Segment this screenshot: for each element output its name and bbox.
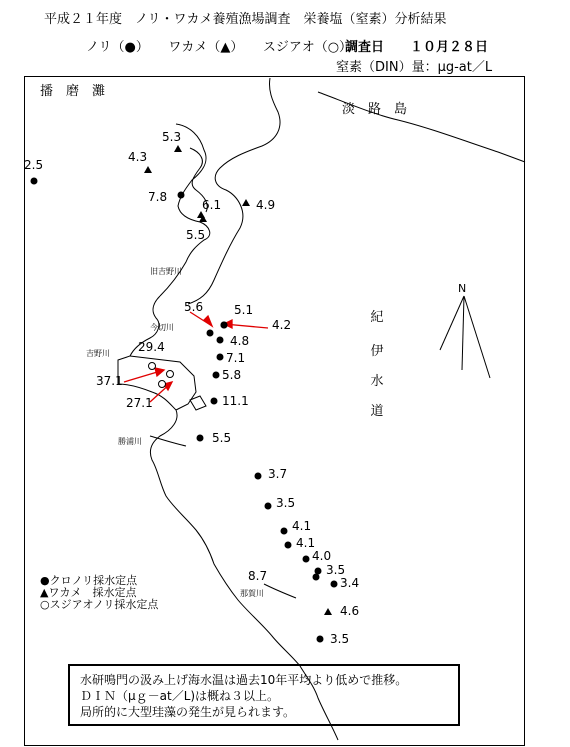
station-marker-nori (303, 556, 310, 563)
survey-date: 調査日 １０月２８日 (345, 40, 489, 55)
kii-label-1: 紀 (370, 310, 384, 325)
map-legend (40, 575, 158, 611)
yoshino-label: 吉野川 (86, 349, 110, 358)
unit-label: 窒素（DIN）量：μg-at／L (336, 60, 493, 75)
north-label: N (458, 282, 467, 295)
station-marker-nori (221, 322, 228, 329)
station-value-label: 3.5 (330, 632, 350, 646)
station-marker-wakame (324, 608, 332, 615)
station-marker-nori (331, 581, 338, 588)
station-value-label: 5.5 (212, 431, 232, 445)
symbol-key-line: ノリ（●） ワカメ（▲） スジアオ（○）： (86, 40, 359, 55)
awaji-label: 淡 路 島 (342, 102, 408, 117)
legend-suji: ○スジアオノリ採水定点 (40, 598, 159, 611)
station-value-label: 2.5 (24, 158, 44, 172)
station-marker-wakame (144, 166, 152, 173)
station-value-label: 29.4 (138, 340, 165, 354)
station-marker-suji (167, 371, 174, 378)
station-value-label: 3.5 (326, 563, 346, 577)
station-value-label: 7.1 (226, 351, 246, 365)
legend-nori: ●クロノリ採水定点 (40, 574, 138, 587)
nakagawa-river (264, 584, 296, 598)
observation-note (68, 664, 460, 726)
kyuyoshino-label: 旧吉野川 (150, 267, 182, 276)
kii-label-2: 伊 (370, 344, 384, 359)
note-line-2: ＤＩＮ（μｇ－at／L)は概ね３以上。 (80, 689, 280, 703)
station-value-label: 37.1 (96, 374, 123, 388)
station-marker-nori (211, 398, 218, 405)
north-arrow (440, 296, 490, 378)
station-value-label: 3.5 (276, 496, 296, 510)
nakagawa-label: 那賀川 (240, 589, 264, 598)
note-line-1: 水研鳴門の汲み上げ海水温は過去10年平均より低めで推移。 (80, 673, 408, 687)
station-marker-nori (317, 636, 324, 643)
station-value-label: 3.4 (340, 576, 360, 590)
station-marker-nori (197, 435, 204, 442)
station-value-label: 5.6 (184, 300, 204, 314)
station-value-label: 4.0 (312, 549, 332, 563)
station-value-label: 5.3 (162, 130, 182, 144)
station-value-label: 5.5 (186, 228, 206, 242)
station-value-label: 7.8 (148, 190, 168, 204)
station-value-label: 5.8 (222, 368, 242, 382)
station-value-label: 3.7 (268, 467, 288, 481)
station-value-label: 4.9 (256, 198, 276, 212)
station-value-label: 4.1 (292, 519, 312, 533)
station-marker-nori (255, 473, 262, 480)
station-marker-nori (285, 542, 292, 549)
station-marker-nori (265, 503, 272, 510)
station-value-label: 6.1 (202, 198, 222, 212)
station-value-label: 5.1 (234, 303, 254, 317)
station-value-label: 8.7 (248, 569, 268, 583)
station-value-label: 11.1 (222, 394, 249, 408)
station-value-label: 27.1 (126, 396, 153, 410)
station-marker-suji (149, 363, 156, 370)
kii-label-3: 水 (370, 374, 384, 389)
station-marker-nori (178, 192, 185, 199)
katsuura-river (150, 436, 186, 446)
station-marker-suji (159, 381, 166, 388)
station-value-label: 4.3 (128, 150, 148, 164)
station-marker-nori (281, 528, 288, 535)
station-marker-nori (217, 337, 224, 344)
station-marker-wakame (174, 145, 182, 152)
station-marker-nori (207, 330, 214, 337)
station-value-label: 4.8 (230, 334, 250, 348)
station-value-label: 4.1 (296, 536, 316, 550)
station-value-label: 4.2 (272, 318, 292, 332)
note-line-3: 局所的に大型珪藻の発生が見られます。 (80, 705, 296, 719)
legend-wakame: ▲ワカメ 採水定点 (40, 586, 137, 599)
map-title: 平成２１年度 ノリ・ワカメ養殖漁場調査 栄養塩（窒素）分析結果 (44, 12, 447, 27)
station-marker-nori (217, 354, 224, 361)
station-marker-nori (213, 372, 220, 379)
kii-label-4: 道 (370, 404, 384, 419)
station-marker-nori (315, 568, 322, 575)
awaji-coastline (188, 78, 280, 304)
station-marker-nori (31, 178, 38, 185)
station-marker-nori (313, 574, 320, 581)
station-value-label: 4.6 (340, 604, 360, 618)
station-marker-wakame (242, 199, 250, 206)
imakiri-label: 今切川 (150, 323, 174, 332)
katsuura-label: 勝浦川 (118, 437, 142, 446)
harima-label: 播 磨 灘 (40, 84, 106, 99)
